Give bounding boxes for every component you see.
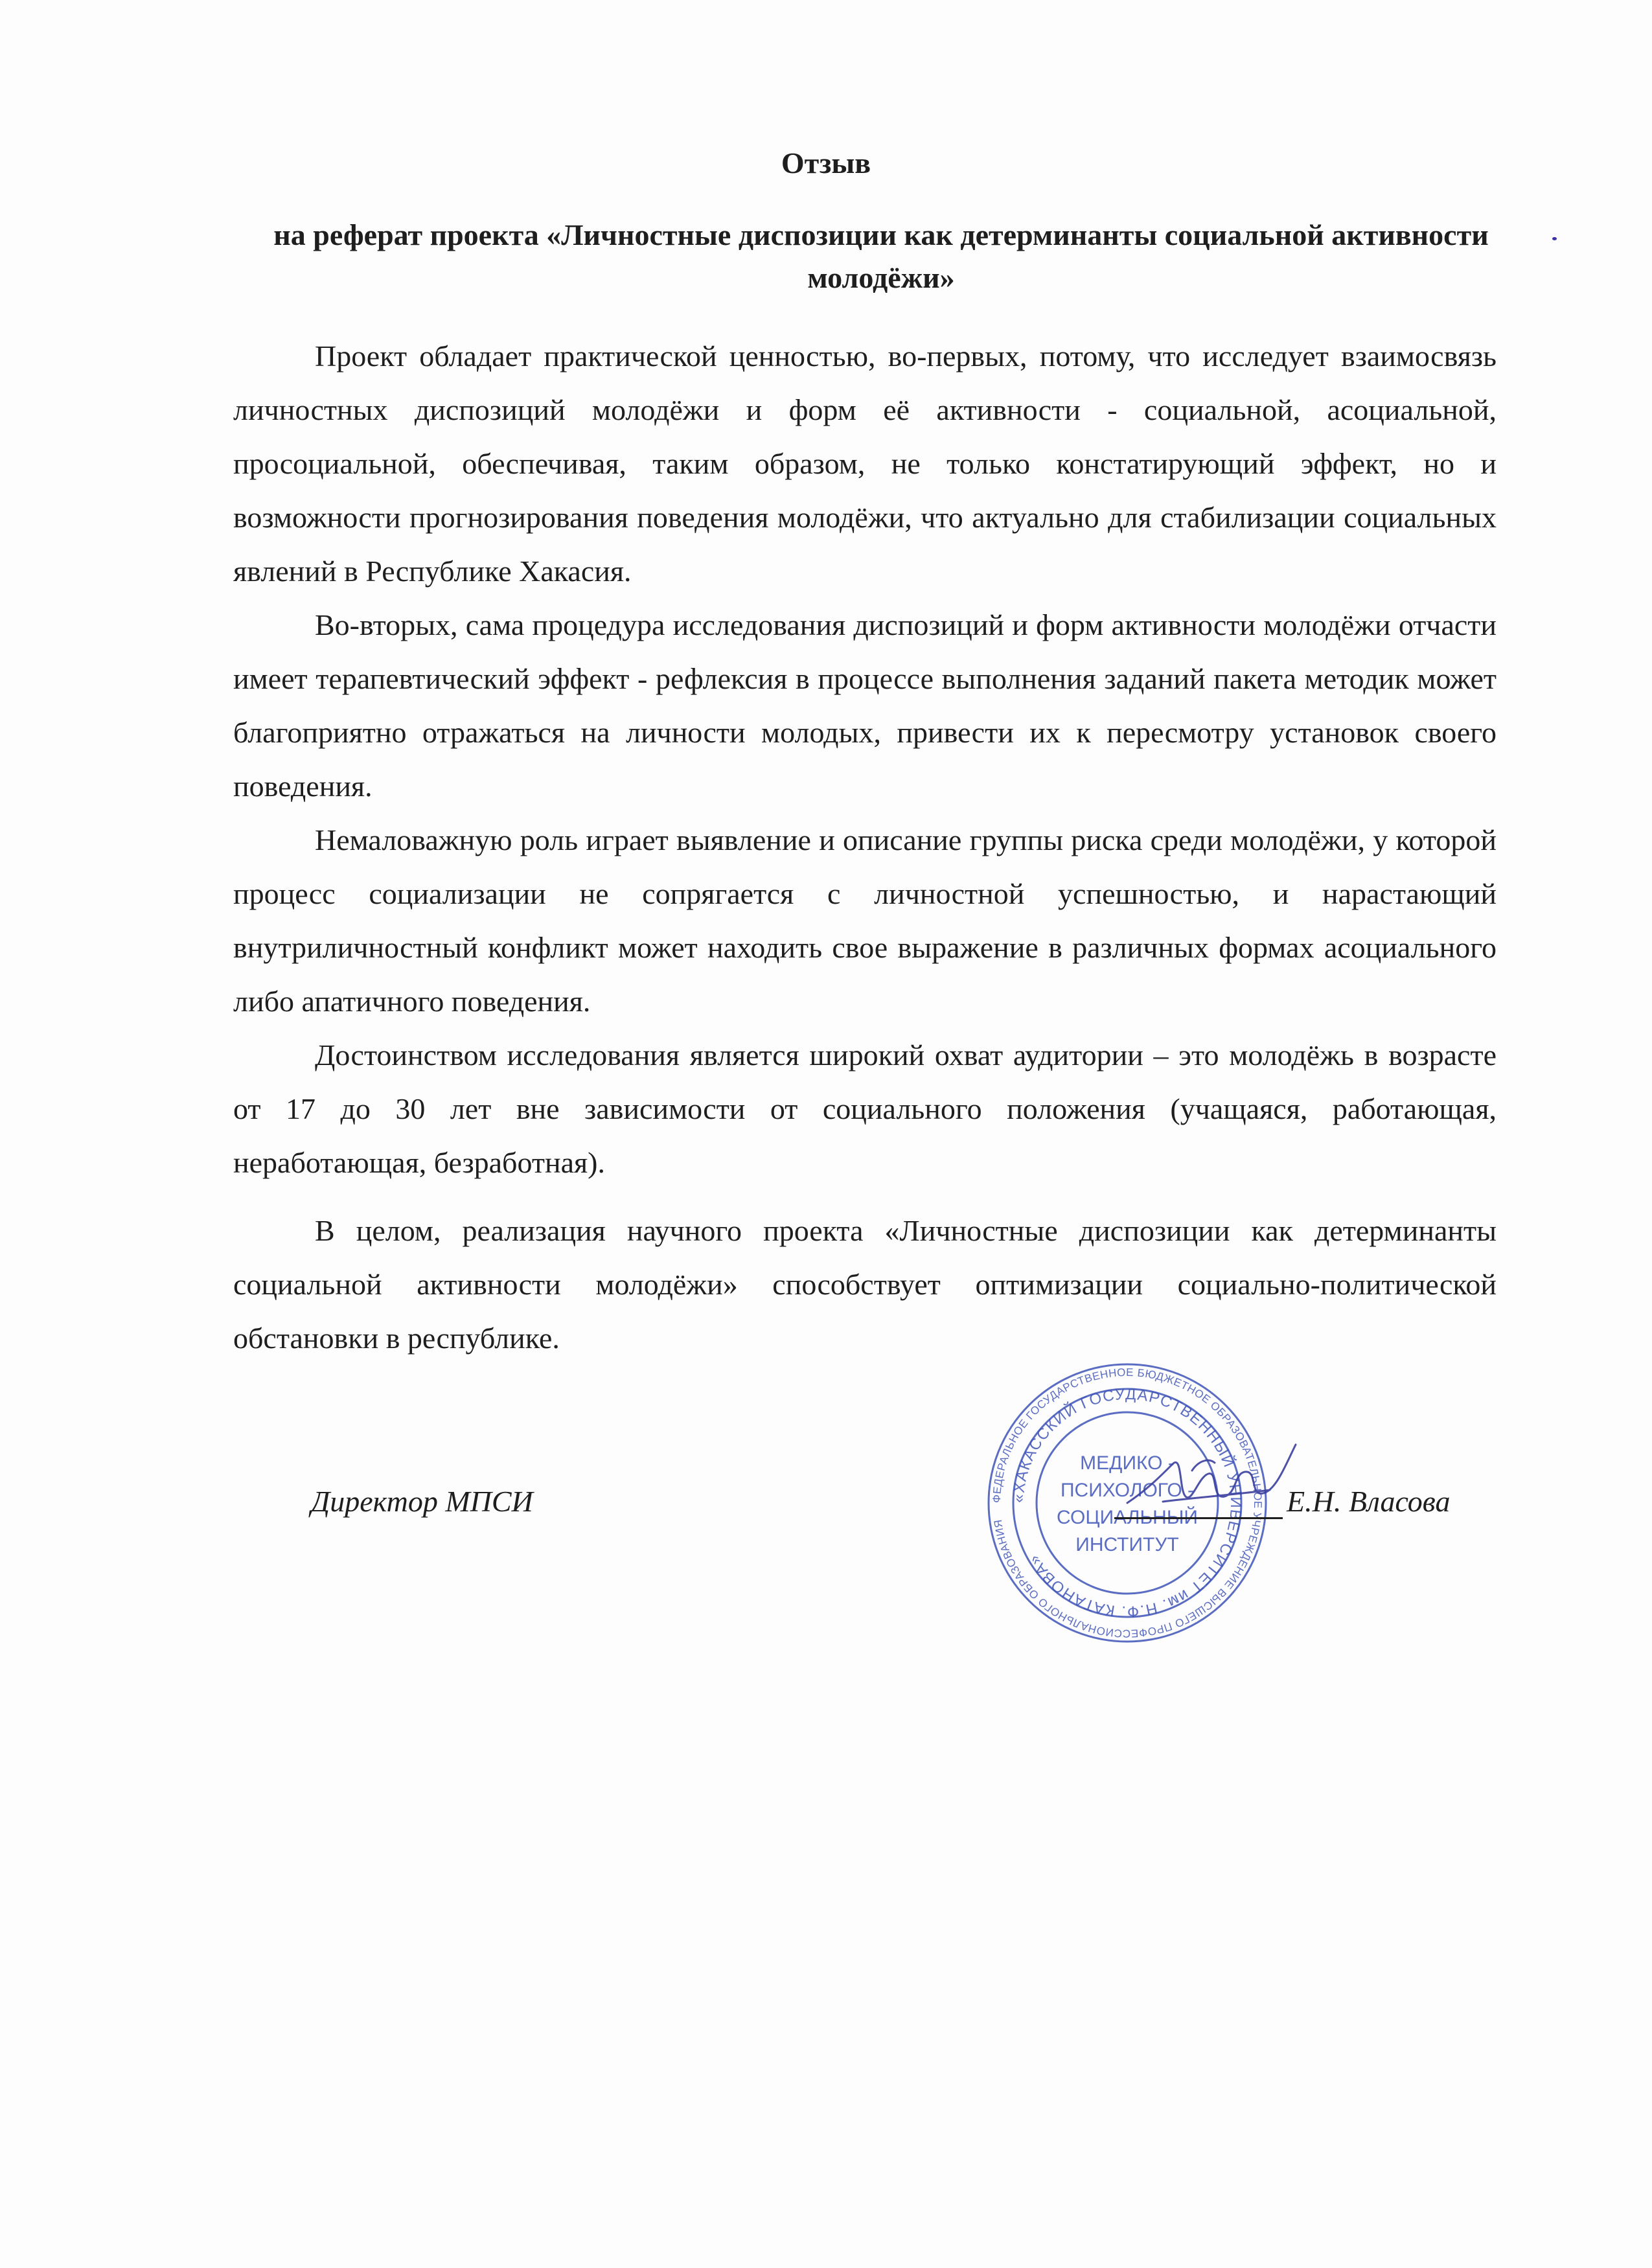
- signatory-role: Директор МПСИ: [311, 1485, 533, 1518]
- stamp-center-line-2: ПСИХОЛОГО -: [1060, 1480, 1195, 1501]
- stamp-outer-text: ФЕДЕРАЛЬНОЕ ГОСУДАРСТВЕННОЕ БЮДЖЕТНОЕ ОБРАЗОВАТЕЛЬНОЕ УЧРЕЖДЕНИЕ ВЫСШЕГО ПРОФЕССИОНАЛЬНОГО ОБРАЗОВАНИЯ: [990, 1366, 1265, 1640]
- stamp-center-line-4: ИНСТИТУТ: [1075, 1534, 1179, 1555]
- paragraph-1: Проект обладает практической ценностью, во-первых, потому, что исследует взаимосвязь личностных диспозиций молодёжи и форм её активности - социальной, асоциальной, просоциальной, обеспечивая, таким образом, не только констатирующий эффект, но и возможности прогнозирования поведения молодёжи, что актуально для стабилизации социальных явлений в Республике Хакасия.: [233, 339, 1497, 588]
- document-subtitle: на реферат проекта «Личностные диспозиции как детерминанты социальной активности молодёжи»: [273, 218, 1489, 294]
- stamp-center-line-3: СОЦИАЛЬНЫЙ: [1057, 1507, 1198, 1528]
- signature-line: [1114, 1517, 1283, 1519]
- document-body: [233, 329, 1497, 1365]
- paragraph-4: Достоинством исследования является широкий охват аудитории – это молодёжь в возрасте от 17 до 30 лет вне зависимости от социального положения (учащаяся, работающая, неработающая, безработная).: [233, 1038, 1497, 1179]
- paragraph-3: Немаловажную роль играет выявление и описание группы риска среди молодёжи, у которой процесс социализации не сопрягается с личностной успешностью, и нарастающий внутриличностный конфликт может находить свое выражение в различных формах асоциального либо апатичного поведения.: [233, 823, 1497, 1018]
- ink-mark: [1552, 237, 1557, 240]
- stamp-center-line-1: МЕДИКО -: [1080, 1452, 1175, 1474]
- document-title: Отзыв: [781, 146, 871, 179]
- paragraph-2: Во-вторых, сама процедура исследования диспозиций и форм активности молодёжи отчасти имеет терапевтический эффект - рефлексия в процессе выполнения заданий пакета методик может благоприятно отражаться на личности молодых, привести их к пересмотру установок своего поведения.: [233, 608, 1497, 803]
- stamp-middle-text: «ХАКАССКИЙ ГОСУДАРСТВЕННЫЙ УНИВЕРСИТЕТ им. Н.Ф. КАТАНОВА»: [1009, 1385, 1245, 1621]
- signatory-name: Е.Н. Власова: [1287, 1485, 1451, 1518]
- paragraph-5: В целом, реализация научного проекта «Личностные диспозиции как детерминанты социальной активности молодёжи» способствует оптимизации социально-политической обстановки в республике.: [233, 1214, 1497, 1355]
